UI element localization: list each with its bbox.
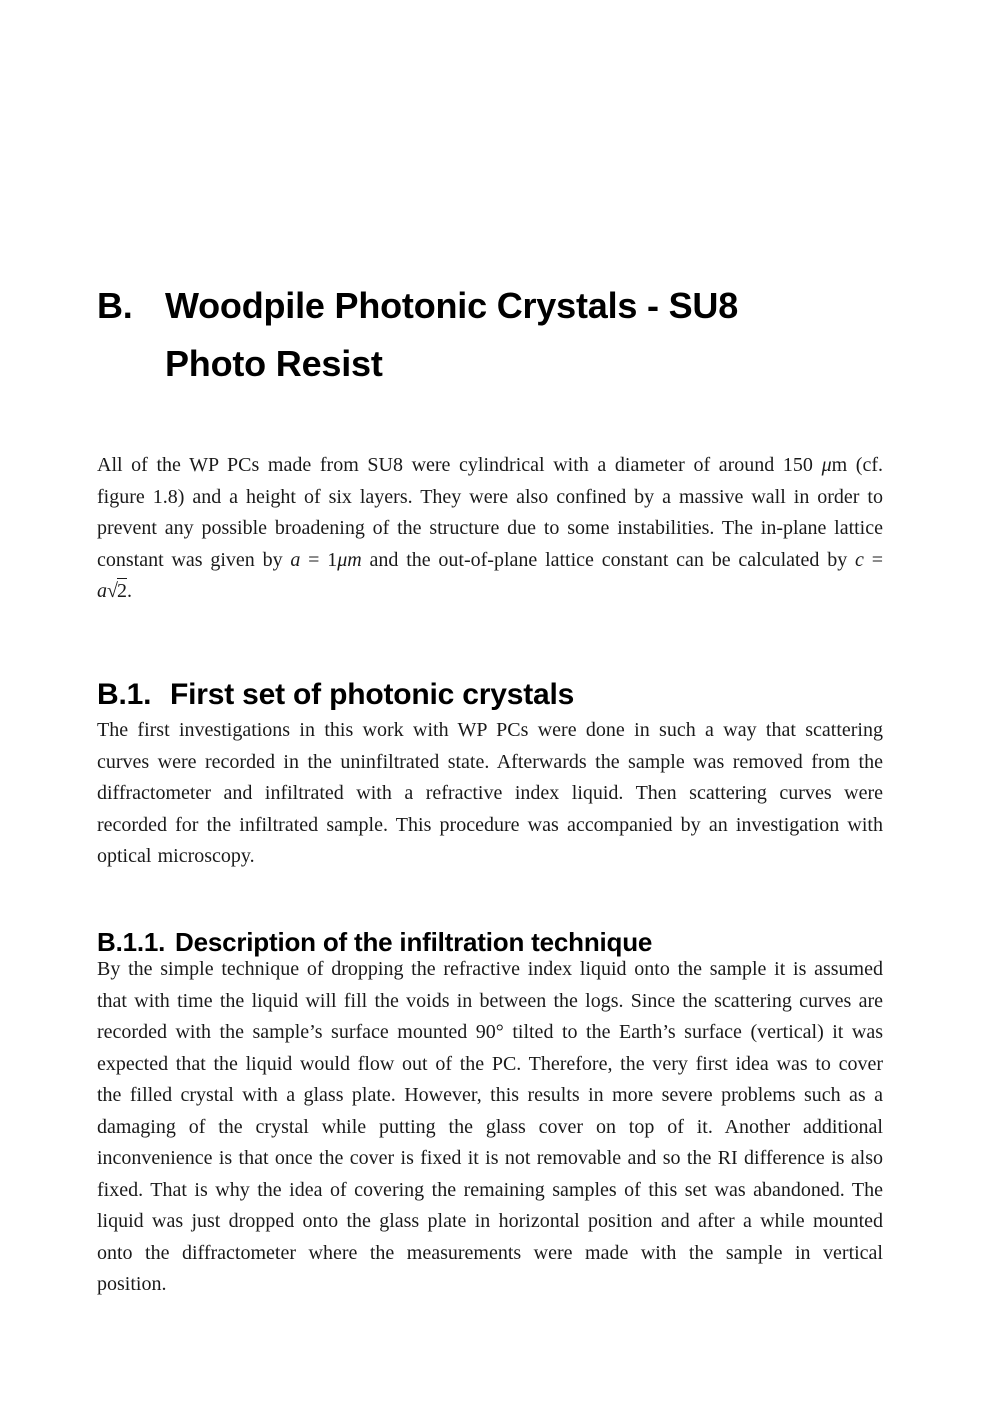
section-heading-b1 — [97, 675, 897, 715]
section-number: B.1. — [97, 677, 152, 711]
chapter-title-line-2: Photo Resist — [165, 343, 383, 384]
text-run: All of the WP PCs made from SU8 were cylindrical with a diameter of around 150 — [97, 454, 822, 476]
sqrt-radicand: 2 — [116, 580, 127, 602]
chapter-intro-paragraph — [97, 450, 883, 608]
math-variable: a — [97, 580, 107, 602]
chapter-number: B. — [97, 285, 133, 326]
math-variable: μ — [821, 454, 832, 476]
math-variable: a — [290, 548, 301, 571]
text-run: . — [126, 580, 132, 602]
chapter-title — [165, 277, 897, 393]
text-run: = 1 — [300, 548, 338, 571]
text-run: m (cf. figure 1.8) and a height of six layers. They were also confined by a massive wall in order to prevent any possible broadening of the structure due to some instabilities. The in-plane lattice constant was given by — [97, 454, 883, 571]
subsection-title: Description of the infiltration technique — [175, 927, 653, 957]
math-variable: c — [855, 548, 864, 571]
subsection-number: B.1.1. — [97, 927, 166, 957]
math-variable: μm — [337, 548, 362, 571]
text-run: = — [863, 548, 883, 571]
chapter-title-line-1: Woodpile Photonic Crystals - SU8 — [165, 285, 739, 326]
chapter-heading — [97, 277, 897, 393]
section-title: First set of photonic crystals — [170, 677, 575, 711]
subsection-b11-paragraph: By the simple technique of dropping the refractive index liquid onto the sample it is assumed that with time the liquid will fill the voids in between the logs. Since the scattering curves are recorded with the sample’s surface mounted 90° tilted to the Earth’s surface (vertical) it was expected that the liquid would flow out of the PC. Therefore, the very first idea was to cover the filled crystal with a glass plate. However, this results in more severe problems such as a damaging of the crystal while putting the glass cover on top of it. Another additional inconvenience is that once the cover is fixed it is not removable and so the RI difference is also fixed. That is why the idea of covering the remaining samples of this set was abandoned. The liquid was just dropped onto the glass plate in horizontal position and after a while mounted onto the diffractometer where the measurements were made with the sample in vertical position. — [97, 958, 883, 1295]
section-b1-paragraph: The first investigations in this work with WP PCs were done in such a way that scattering curves were recorded in the uninfiltrated state. Afterwards the sample was removed from the diffractometer and infiltrated with a refractive index liquid. Then scattering curves were recorded for the infiltrated sample. This procedure was accompanied by an investigation with optical microscopy. — [97, 719, 883, 867]
text-run: and the out-of-plane lattice constant can be calculated by — [361, 548, 856, 571]
text-run: √ — [107, 580, 118, 602]
